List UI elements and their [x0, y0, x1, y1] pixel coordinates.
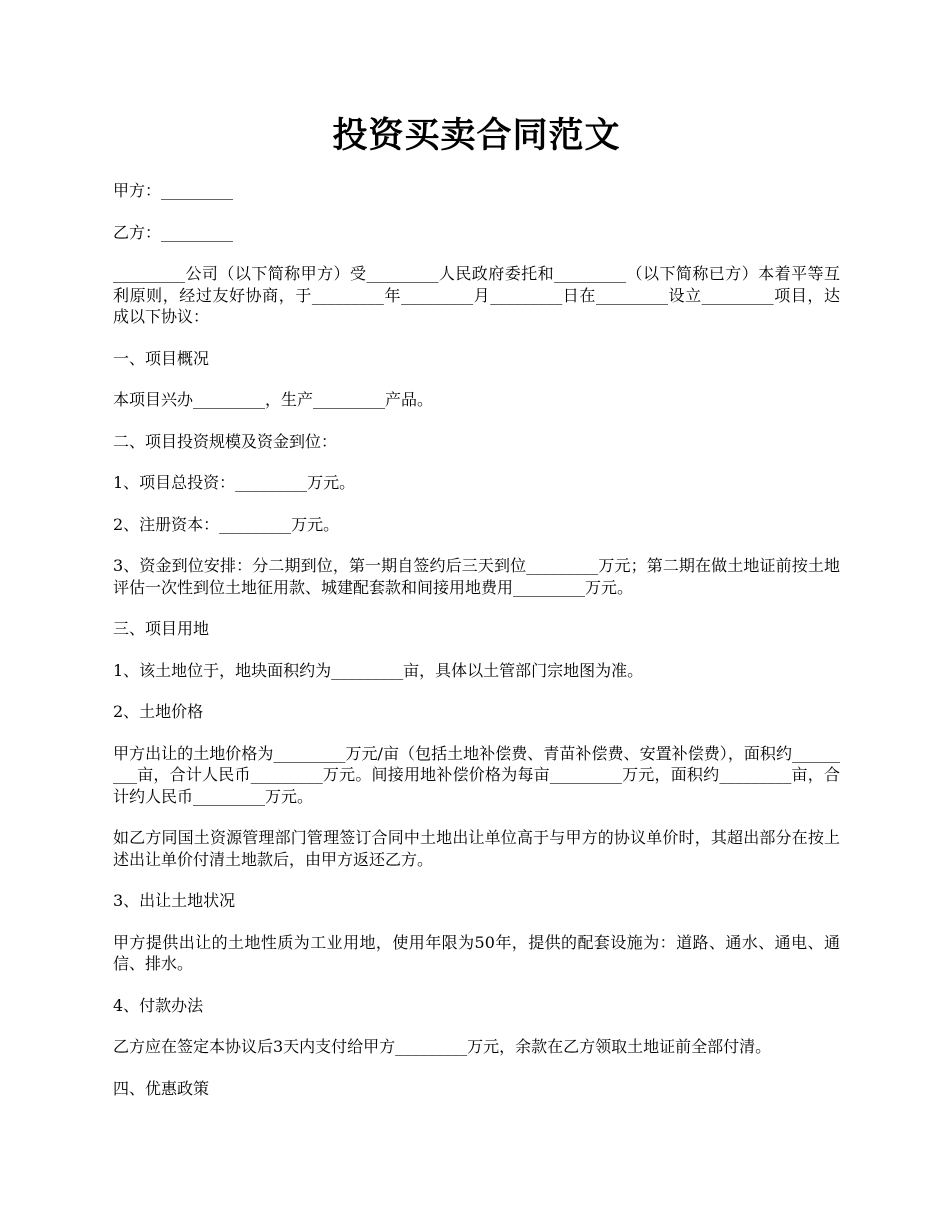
document-title: 投资买卖合同范文	[332, 115, 621, 156]
document-body	[113, 180, 840, 1119]
section-heading-4: 四、优惠政策	[113, 1078, 210, 1098]
land-status-heading: 3、出让土地状况	[113, 891, 236, 910]
price-difference-paragraph: 如乙方同国土资源管理部门管理签订合同中土地出让单位高于与甲方的协议单价时，其超出部分在按上述出让单价付清土地款后，由甲方返还乙方。	[113, 828, 840, 869]
land-price-paragraph: 甲方出让的土地价格为_________万元/亩（包括土地补偿费、青苗补偿费、安置补偿费），面积约_________亩，合计人民币_________万元。间接用地补偿价格为每亩_________万元，面积约_________亩，合计约人民币_________万元。	[113, 743, 840, 806]
party-b-line: 乙方：_________	[113, 222, 234, 242]
registered-capital-item: 2、注册资本：_________万元。	[113, 514, 340, 534]
land-location-item: 1、该土地位于，地块面积约为_________亩，具体以土管部门宗地图为准。	[113, 660, 644, 680]
project-overview-paragraph: 本项目兴办_________，生产_________产品。	[113, 390, 434, 409]
land-price-heading: 2、土地价格	[113, 702, 204, 721]
payment-method-paragraph: 乙方应在签定本协议后3天内支付给甲方_________万元，余款在乙方领取土地证前全部付清。	[113, 1037, 772, 1056]
land-status-paragraph: 甲方提供出让的土地性质为工业用地，使用年限为50年，提供的配套设施为：道路、通水、通电、通信、排水。	[113, 932, 840, 973]
payment-method-heading: 4、付款办法	[113, 995, 204, 1015]
funding-schedule-item: 3、资金到位安排：分二期到位，第一期自签约后三天到位_________万元；第二期在做土地证前按土地评估一次性到位土地征用款、城建配套款和间接用地费用_________万元。	[113, 556, 840, 597]
section-heading-2: 二、项目投资规模及资金到位：	[113, 431, 338, 451]
preamble-paragraph: _________公司（以下简称甲方）受_________人民政府委托和_________（以下简称已方）本着平等互利原则，经过友好协商，于_________年_________月_________日在_________设立_________项目，达成以下协议：	[113, 264, 840, 326]
section-heading-1: 一、项目概况	[113, 348, 210, 368]
total-investment-item: 1、项目总投资：_________万元。	[113, 473, 356, 492]
section-heading-3: 三、项目用地	[113, 619, 210, 638]
party-a-line: 甲方：_________	[113, 181, 234, 200]
